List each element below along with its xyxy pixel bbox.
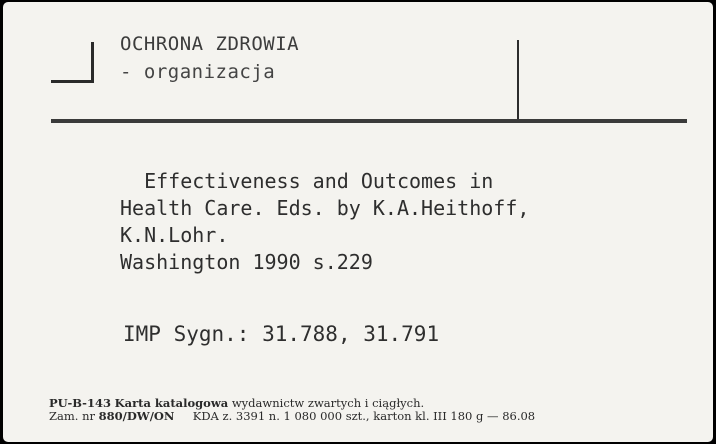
footer-order-number: 880/DW/ON — [98, 409, 175, 423]
signature-line — [123, 322, 439, 346]
footer-print-info: KDA z. 3391 n. 1 080 000 szt., karton kl. III 180 g — 86.08 — [192, 409, 536, 423]
entry-line-1: Effectiveness and Outcomes in — [120, 169, 494, 193]
footer-title: Karta katalogowa — [114, 396, 229, 410]
footer-description: wydawnictw zwartych i ciągłych. — [231, 396, 425, 410]
catalog-card — [3, 2, 713, 442]
subject-subheading: - organizacja — [120, 61, 276, 83]
entry-line-3: K.N.Lohr. — [120, 223, 229, 247]
bibliographic-entry — [120, 168, 529, 276]
subject-title: OCHRONA ZDROWIA — [120, 33, 300, 55]
corner-bracket-mark — [51, 42, 94, 83]
vertical-divider — [517, 40, 519, 122]
footer-code: PU-B-143 — [49, 396, 111, 410]
horizontal-rule — [51, 119, 687, 123]
signature-numbers: 31.788, 31.791 — [262, 322, 440, 346]
footer-order-label: Zam. nr — [49, 409, 95, 423]
entry-line-4: Washington 1990 s.229 — [120, 250, 373, 274]
entry-line-2: Health Care. Eds. by K.A.Heithoff, — [120, 196, 530, 220]
signature-label: IMP Sygn.: — [123, 322, 250, 346]
card-footer — [49, 397, 535, 423]
subject-heading — [120, 30, 299, 86]
